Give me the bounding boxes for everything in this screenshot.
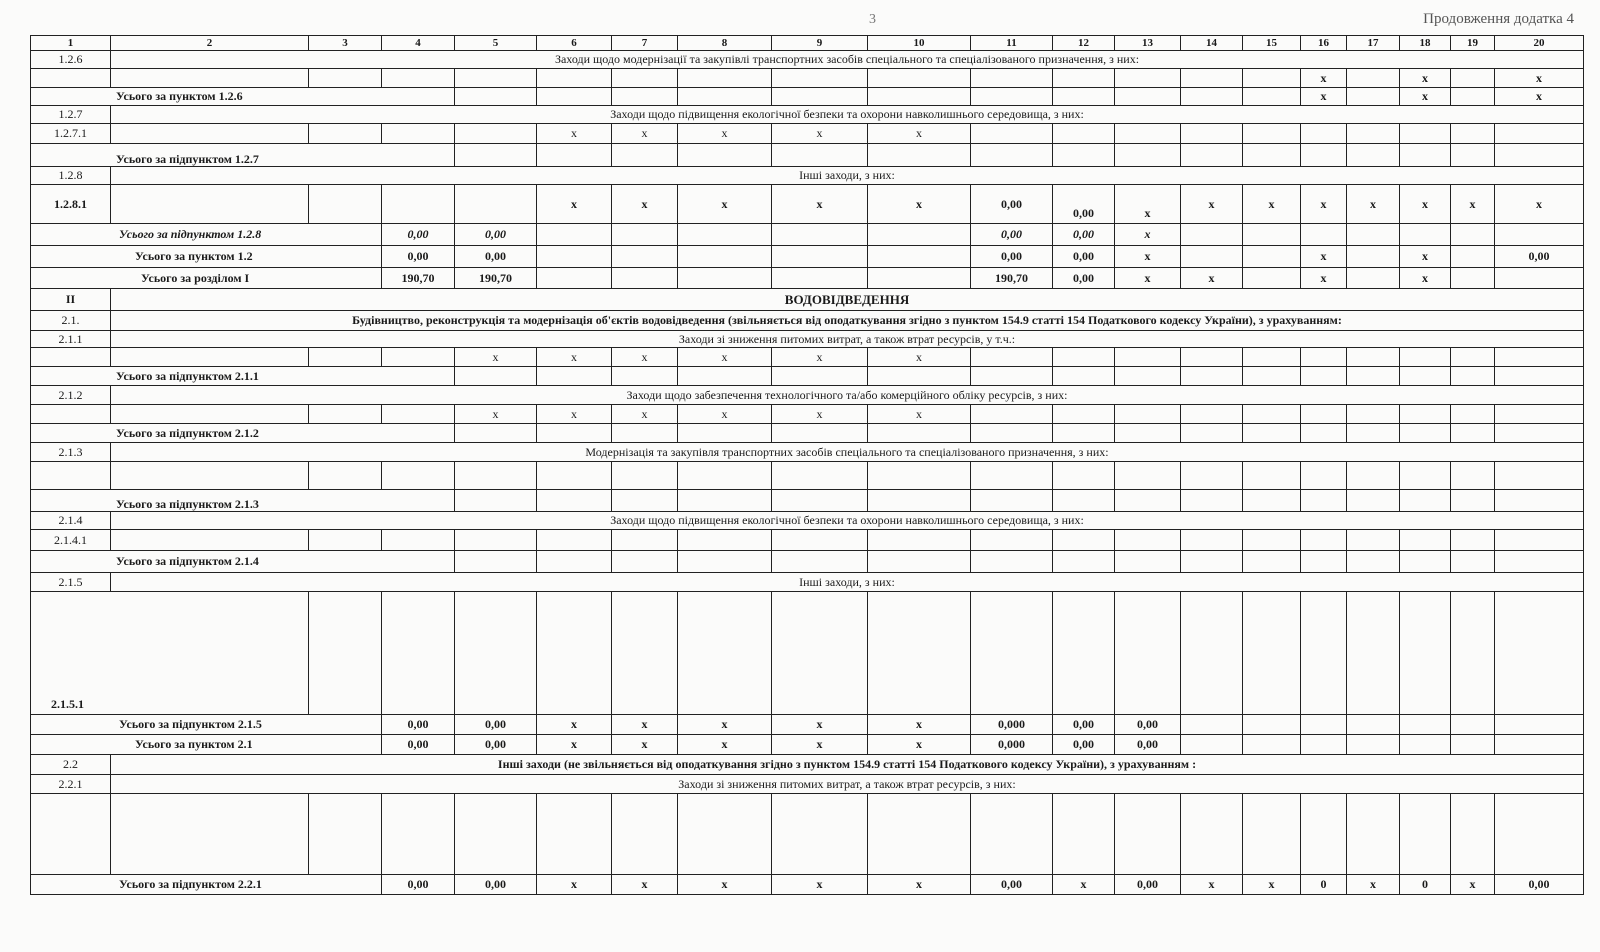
- col-header: 15: [1243, 36, 1301, 51]
- col-header: 9: [772, 36, 868, 51]
- cell-c9: x: [772, 735, 868, 755]
- cell-c14: x: [1181, 875, 1243, 895]
- cell-c20: 0,00: [1495, 875, 1584, 895]
- row-code: 1.2.8.1: [31, 185, 111, 224]
- cell-c13: 0,00: [1115, 875, 1181, 895]
- cell-c5: x: [455, 348, 537, 367]
- section-row: [31, 311, 1584, 331]
- cell-c6: x: [537, 348, 612, 367]
- cell-c8: x: [678, 348, 772, 367]
- cell-c11: 0,000: [971, 715, 1053, 735]
- col-header: 16: [1301, 36, 1347, 51]
- cell-c5: 0,00: [455, 715, 537, 735]
- cell-c10: x: [868, 185, 971, 224]
- cell-c5: 0,00: [455, 224, 537, 246]
- cell-c9: x: [772, 348, 868, 367]
- row-code: 2.1.: [31, 311, 111, 331]
- cell-c11: 0,000: [971, 735, 1053, 755]
- cell-c13: x: [1115, 224, 1181, 246]
- cell-c16: x: [1301, 88, 1347, 106]
- subtotal-row: [31, 424, 1584, 443]
- column-number-row: [31, 36, 1584, 51]
- col-header: 8: [678, 36, 772, 51]
- col-header: 10: [868, 36, 971, 51]
- col-header: 12: [1053, 36, 1115, 51]
- page-number: 3: [869, 12, 876, 27]
- table-row: [31, 69, 1584, 88]
- cell-c15: x: [1243, 185, 1301, 224]
- cell-c11: 0,00: [971, 246, 1053, 268]
- row-code: 2.1.5.1: [31, 592, 309, 715]
- cell-c18: 0: [1400, 875, 1451, 895]
- cell-c8: x: [678, 405, 772, 424]
- cell-c9: x: [772, 715, 868, 735]
- cell-c4: 0,00: [382, 224, 455, 246]
- subtotal-label: Усього за підпунктом 2.1.4: [31, 551, 455, 573]
- cell-c14: x: [1181, 268, 1243, 289]
- cell-c13: 0,00: [1115, 715, 1181, 735]
- col-header: 18: [1400, 36, 1451, 51]
- subtotal-row: [31, 715, 1584, 735]
- cell-c10: x: [868, 875, 971, 895]
- table-row: [31, 462, 1584, 490]
- cell-c16: x: [1301, 246, 1347, 268]
- section-description: Інші заходи (не звільняється від оподаткування згідно з пунктом 154.9 статті 154 Податкового кодексу України), з урахуванням :: [111, 755, 1584, 775]
- cell-c16: 0: [1301, 875, 1347, 895]
- subtotal-label: Усього за підпунктом 2.1.2: [31, 424, 455, 443]
- subtotal-row: [31, 875, 1584, 895]
- section-row: [31, 167, 1584, 185]
- cell-c6: x: [537, 715, 612, 735]
- row-code: ІІ: [31, 289, 111, 311]
- cell-c13: x: [1115, 246, 1181, 268]
- col-header: 2: [111, 36, 309, 51]
- row-code: 1.2.8: [31, 167, 111, 185]
- col-header: 5: [455, 36, 537, 51]
- cell-c11: 190,70: [971, 268, 1053, 289]
- cell-c20: x: [1495, 185, 1584, 224]
- cell-c11: 0,00: [971, 875, 1053, 895]
- cell-c17: x: [1347, 185, 1400, 224]
- table-row: [31, 185, 1584, 224]
- subtotal-label: Усього за пунктом 1.2.6: [31, 88, 455, 106]
- subtotal-label: Усього за підпунктом 2.1.1: [31, 367, 455, 386]
- subtotal-label: Усього за пунктом 2.1: [31, 735, 382, 755]
- cell-c10: x: [868, 405, 971, 424]
- subtotal-label: Усього за підпунктом 2.1.5: [31, 715, 382, 735]
- cell-c7: x: [612, 348, 678, 367]
- section-row: [31, 775, 1584, 794]
- col-header: 3: [309, 36, 382, 51]
- row-code: 1.2.6: [31, 51, 111, 69]
- total-label: Усього за розділом І: [31, 268, 382, 289]
- cell-c7: x: [612, 735, 678, 755]
- cell-c5: 0,00: [455, 735, 537, 755]
- subtotal-row: [31, 490, 1584, 512]
- cell-c7: x: [612, 875, 678, 895]
- cell-c10: x: [868, 735, 971, 755]
- cell-c18: x: [1400, 69, 1451, 88]
- row-code: 1.2.7.1: [31, 124, 111, 144]
- cell-c7: x: [612, 715, 678, 735]
- cell-c6: x: [537, 185, 612, 224]
- investment-table: [30, 35, 1584, 895]
- cell-c12: 0,00: [1053, 246, 1115, 268]
- cell-c10: x: [868, 124, 971, 144]
- section-row: [31, 755, 1584, 775]
- cell-c6: x: [537, 124, 612, 144]
- section-description: Заходи щодо підвищення екологічної безпеки та охорони навколишнього середовища, з них:: [111, 512, 1584, 530]
- cell-c9: x: [772, 405, 868, 424]
- cell-c16: x: [1301, 69, 1347, 88]
- table-row: [31, 348, 1584, 367]
- col-header: 7: [612, 36, 678, 51]
- section-description: Інші заходи, з них:: [111, 573, 1584, 592]
- cell-c5: 0,00: [455, 875, 537, 895]
- cell-c8: x: [678, 124, 772, 144]
- cell-c4: 0,00: [382, 246, 455, 268]
- cell-c7: x: [612, 185, 678, 224]
- cell-c20: 0,00: [1495, 246, 1584, 268]
- cell-c4: 0,00: [382, 735, 455, 755]
- cell-c12: x: [1053, 875, 1115, 895]
- subtotal-label: Усього за підпунктом 2.1.3: [31, 490, 455, 512]
- cell-c6: x: [537, 735, 612, 755]
- row-code: 2.2.1: [31, 775, 111, 794]
- row-code: 2.1.4.1: [31, 530, 111, 551]
- cell-c4: 0,00: [382, 875, 455, 895]
- row-code: 2.1.3: [31, 443, 111, 462]
- cell-c18: x: [1400, 88, 1451, 106]
- cell-c8: x: [678, 185, 772, 224]
- row-code: 2.1.4: [31, 512, 111, 530]
- col-header: 6: [537, 36, 612, 51]
- col-header: 1: [31, 36, 111, 51]
- cell-c15: x: [1243, 875, 1301, 895]
- section-row: [31, 443, 1584, 462]
- cell-c16: x: [1301, 185, 1347, 224]
- cell-c10: x: [868, 715, 971, 735]
- subtotal-label: Усього за пунктом 1.2: [31, 246, 382, 268]
- col-header: 4: [382, 36, 455, 51]
- cell-c20: x: [1495, 88, 1584, 106]
- subtotal-label: Усього за підпунктом 1.2.8: [31, 224, 382, 246]
- table-row: [31, 124, 1584, 144]
- section-title: ВОДОВІДВЕДЕННЯ: [111, 289, 1584, 311]
- row-code: 2.1.5: [31, 573, 111, 592]
- cell-c13: x: [1115, 268, 1181, 289]
- cell-c18: x: [1400, 185, 1451, 224]
- cell-c18: x: [1400, 246, 1451, 268]
- cell-c13: x: [1115, 185, 1181, 224]
- cell-c9: x: [772, 875, 868, 895]
- subtotal-row: [31, 551, 1584, 573]
- row-code: 2.1.2: [31, 386, 111, 405]
- section-row: [31, 51, 1584, 69]
- cell-c4: 0,00: [382, 715, 455, 735]
- section-row: [31, 289, 1584, 311]
- cell-c8: x: [678, 715, 772, 735]
- cell-c13: 0,00: [1115, 735, 1181, 755]
- table-row: [31, 405, 1584, 424]
- cell-c12: 0,00: [1053, 185, 1115, 224]
- section-row: [31, 331, 1584, 348]
- col-header: 17: [1347, 36, 1400, 51]
- cell-c5: 190,70: [455, 268, 537, 289]
- cell-c20: x: [1495, 69, 1584, 88]
- cell-c17: x: [1347, 875, 1400, 895]
- subtotal-row: [31, 144, 1584, 167]
- cell-c11: 0,00: [971, 224, 1053, 246]
- cell-c5: 0,00: [455, 246, 537, 268]
- col-header: 20: [1495, 36, 1584, 51]
- cell-c12: 0,00: [1053, 224, 1115, 246]
- col-header: 11: [971, 36, 1053, 51]
- section-row: [31, 386, 1584, 405]
- cell-c11: 0,00: [971, 185, 1053, 224]
- cell-c16: x: [1301, 268, 1347, 289]
- cell-c4: 190,70: [382, 268, 455, 289]
- table-row: [31, 592, 1584, 715]
- section-description: Заходи зі зниження питомих витрат, а також втрат ресурсів, з них:: [111, 775, 1584, 794]
- table-row: [31, 794, 1584, 875]
- section-description: Інші заходи, з них:: [111, 167, 1584, 185]
- cell-c10: x: [868, 348, 971, 367]
- col-header: 13: [1115, 36, 1181, 51]
- section-description: Заходи зі зниження питомих витрат, а також втрат ресурсів, у т.ч.:: [111, 331, 1584, 348]
- page-caption: Продовження додатка 4: [1423, 11, 1574, 27]
- row-code: 2.1.1: [31, 331, 111, 348]
- col-header: 14: [1181, 36, 1243, 51]
- section-row: [31, 573, 1584, 592]
- cell-c12: 0,00: [1053, 735, 1115, 755]
- cell-c12: 0,00: [1053, 715, 1115, 735]
- cell-c5: x: [455, 405, 537, 424]
- cell-c18: x: [1400, 268, 1451, 289]
- cell-c8: x: [678, 735, 772, 755]
- section-row: [31, 106, 1584, 124]
- cell-c8: x: [678, 875, 772, 895]
- cell-c19: x: [1451, 875, 1495, 895]
- section-row: [31, 512, 1584, 530]
- cell-c7: x: [612, 124, 678, 144]
- total-row: [31, 268, 1584, 289]
- subtotal-row: [31, 246, 1584, 268]
- row-code: 2.2: [31, 755, 111, 775]
- section-description: Заходи щодо підвищення екологічної безпеки та охорони навколишнього середовища, з них:: [111, 106, 1584, 124]
- subtotal-row: [31, 367, 1584, 386]
- subtotal-row: [31, 224, 1584, 246]
- section-description: Модернізація та закупівля транспортних засобів спеціального та спеціалізованого призначення, з них:: [111, 443, 1584, 462]
- col-header: 19: [1451, 36, 1495, 51]
- cell-c12: 0,00: [1053, 268, 1115, 289]
- table-row: [31, 530, 1584, 551]
- subtotal-row: [31, 735, 1584, 755]
- cell-c14: x: [1181, 185, 1243, 224]
- cell-c6: x: [537, 405, 612, 424]
- subtotal-label: Усього за підпунктом 1.2.7: [31, 144, 455, 167]
- cell-c9: x: [772, 124, 868, 144]
- section-description: Заходи щодо модернізації та закупівлі транспортних засобів спеціального та спеціалізованого призначення, з них:: [111, 51, 1584, 69]
- section-description: Будівництво, реконструкція та модернізація об'єктів водовідведення (звільняється від оподаткування згідно з пунктом 154.9 статті 154 Податкового кодексу України), з урахуванням:: [111, 311, 1584, 331]
- section-description: Заходи щодо забезпечення технологічного та/або комерційного обліку ресурсів, з них:: [111, 386, 1584, 405]
- cell-c19: x: [1451, 185, 1495, 224]
- cell-c7: x: [612, 405, 678, 424]
- subtotal-label: Усього за підпунктом 2.2.1: [31, 875, 382, 895]
- subtotal-row: [31, 88, 1584, 106]
- cell-c9: x: [772, 185, 868, 224]
- row-code: 1.2.7: [31, 106, 111, 124]
- cell-c6: x: [537, 875, 612, 895]
